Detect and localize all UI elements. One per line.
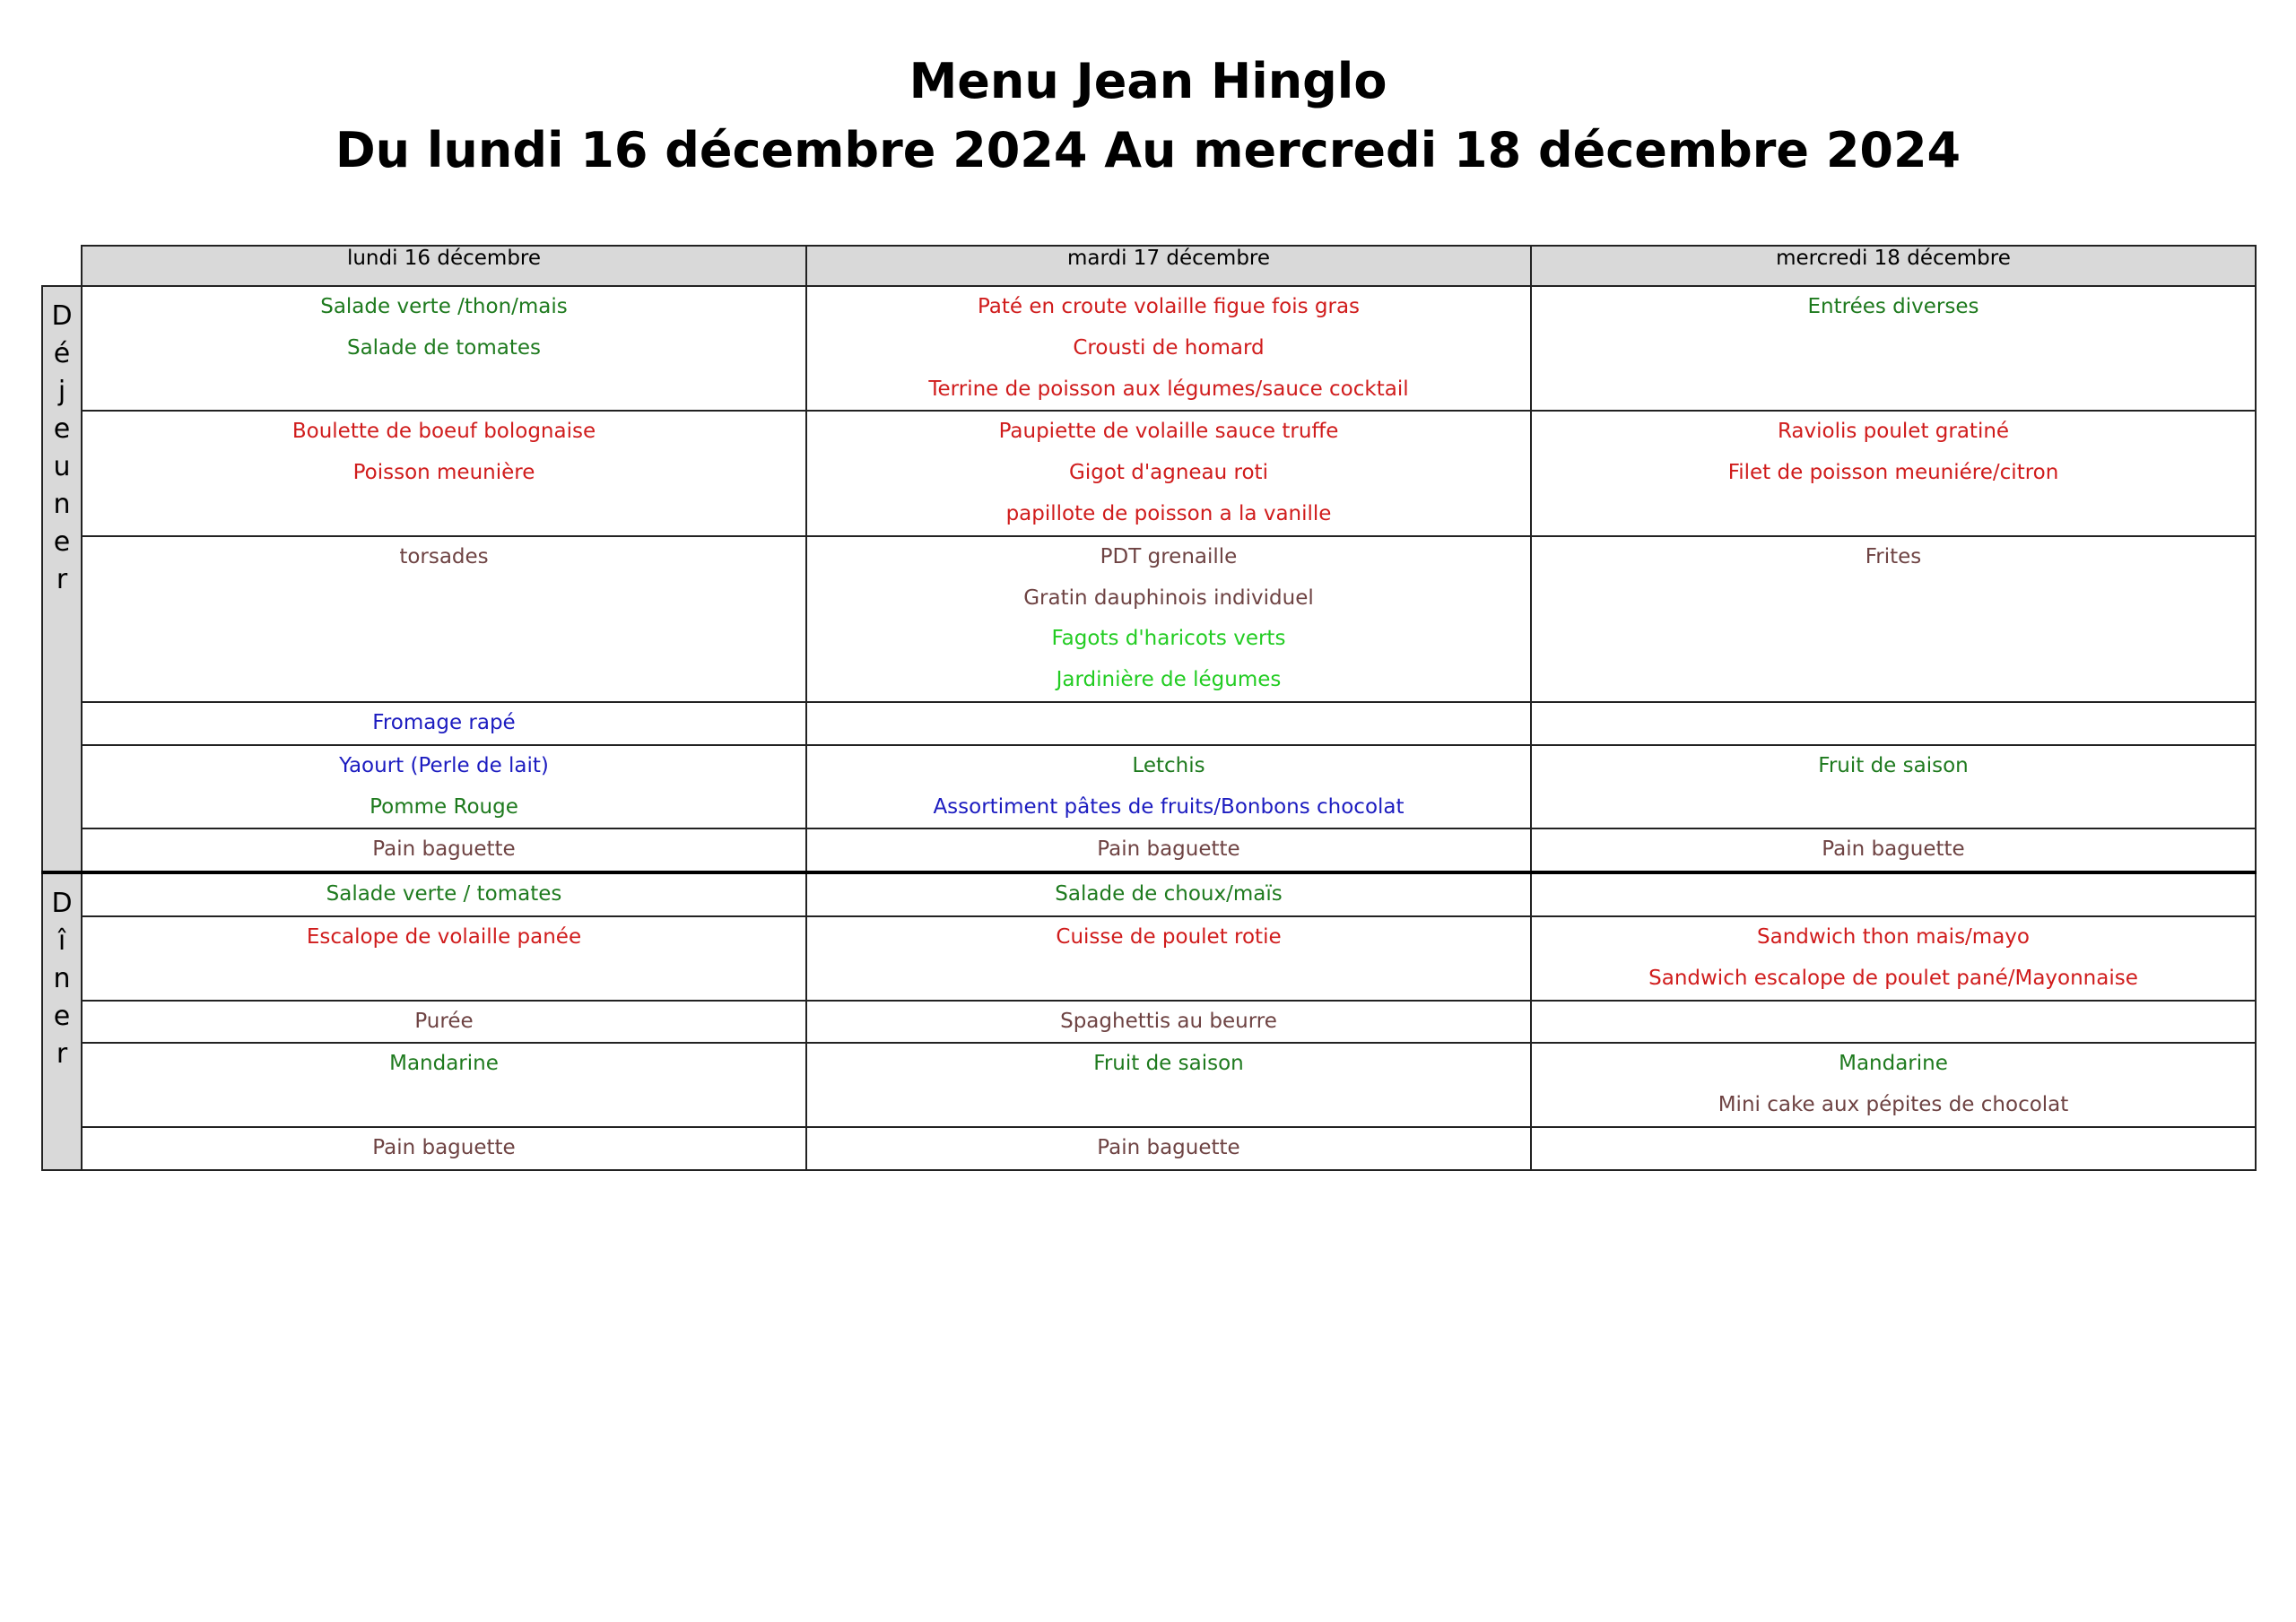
dish: Escalope de volaille panée [306,924,582,949]
menu-title: Menu Jean Hinglo [909,53,1387,109]
dish: Cuisse de poulet rotie [1056,924,1282,949]
menu-cell [806,1127,1531,1170]
meal-label-letter: e [53,413,71,445]
dish: Pain baguette [1097,1135,1240,1159]
menu-cell [806,702,1531,745]
empty-line [1532,619,2255,660]
menu-table [41,245,2257,1171]
dish: Assortiment pâtes de fruits/Bonbons chocolat [933,794,1405,819]
meal-label-letter: e [53,1001,71,1033]
dish: Gratin dauphinois individuel [1023,585,1314,610]
menu-cell [1531,1127,2256,1170]
dish: Crousti de homard [1073,335,1265,360]
dish: Fromage rapé [372,710,516,734]
meal-label-letter: n [53,963,71,995]
empty-line [1532,787,2255,828]
empty-line [1532,494,2255,535]
menu-body [42,286,2256,1170]
meal-label-letter: D [51,888,73,920]
meal-label [42,872,82,1170]
dish: torsades [399,544,489,568]
dish: Spaghettis au beurre [1060,1009,1277,1033]
menu-cell [82,1043,806,1127]
menu-cell [806,745,1531,829]
header-corner [42,246,82,286]
empty-line [83,619,805,660]
menu-row [42,745,2256,829]
menu-cell [806,872,1531,916]
menu-cell [1531,828,2256,872]
dish: Pomme Rouge [370,794,518,819]
menu-row [42,828,2256,872]
meal-label-letter: u [53,451,71,482]
empty-line [83,578,805,620]
dish: Pain baguette [372,837,516,862]
meal-label-letter: D [51,300,73,332]
menu-row [42,916,2256,1001]
meal-label [42,286,82,872]
empty-line [1532,1128,2255,1169]
dish: Raviolis poulet gratiné [1777,420,2010,444]
dish: Poisson meunière [352,461,535,485]
dish: Paupiette de volaille sauce truffe [998,420,1339,444]
meal-label-letter: é [53,338,71,369]
empty-line [1532,328,2255,369]
menu-cell [1531,536,2256,702]
dish: Pain baguette [1097,837,1240,862]
empty-line [83,660,805,701]
dish: Sandwich thon mais/mayo [1757,924,2030,949]
dish: Frites [1865,544,1922,568]
dish: Salade verte /thon/mais [320,295,568,318]
dish: Pain baguette [372,1135,516,1159]
menu-cell [1531,872,2256,916]
meal-label-letter: r [56,1038,68,1071]
dish: Salade de tomates [346,335,542,360]
empty-line [1532,660,2255,701]
dish: Yaourt (Perle de lait) [339,753,549,777]
date-range-title: Du lundi 16 décembre 2024 Au mercredi 18 décembre 2024 [335,122,1961,178]
dish: Paté en croute volaille figue fois gras [977,295,1361,318]
empty-line [1532,874,2255,915]
menu-cell [82,916,806,1001]
meal-label-letter: j [57,376,66,407]
menu-cell [82,872,806,916]
dish: Fagots d'haricots verts [1051,627,1286,651]
dish: Mini cake aux pépites de chocolat [1718,1093,2069,1117]
dish: Pain baguette [1822,837,1965,862]
menu-cell [806,286,1531,411]
menu-cell [82,745,806,829]
dish: Fruit de saison [1818,753,1969,777]
menu-cell [82,411,806,535]
dish: Mandarine [1839,1052,1948,1076]
menu-cell [82,286,806,411]
meal-label-letter: e [53,526,71,558]
menu-cell [1531,1001,2256,1044]
menu-row [42,286,2256,411]
menu-row [42,536,2256,702]
menu-cell [1531,1043,2256,1127]
meal-label-vertical-text [43,287,81,599]
dish: PDT grenaille [1100,544,1238,568]
meal-label-letter: r [56,564,68,595]
empty-line [807,703,1530,744]
dish: Salade verte / tomates [326,882,562,906]
menu-row [42,872,2256,916]
dish: Jardinière de légumes [1056,668,1282,692]
empty-line [1532,369,2255,411]
menu-cell [1531,702,2256,745]
dish: Salade de choux/maïs [1055,882,1283,906]
menu-cell [806,1001,1531,1044]
dish: Filet de poisson meuniére/citron [1727,461,2059,485]
empty-line [83,369,805,411]
meal-label-letter: î [57,925,66,958]
empty-line [83,958,805,1000]
menu-row [42,702,2256,745]
day-header: mardi 17 décembre [806,246,1531,286]
menu-cell [82,1127,806,1170]
menu-row [42,1043,2256,1127]
dish: Letchis [1132,753,1205,777]
empty-line [807,1085,1530,1126]
empty-line [1532,578,2255,620]
day-header: lundi 16 décembre [82,246,806,286]
menu-cell [82,828,806,872]
menu-cell [1531,411,2256,535]
dish: Sandwich escalope de poulet pané/Mayonnaise [1648,966,2138,990]
dish: Boulette de boeuf bolognaise [291,420,596,444]
dish: Mandarine [389,1052,499,1076]
empty-line [807,958,1530,1000]
day-header-row [42,246,2256,286]
meal-label-letter: n [53,489,71,520]
menu-cell [82,1001,806,1044]
empty-line [83,1085,805,1126]
menu-cell [806,411,1531,535]
empty-line [83,494,805,535]
empty-line [1532,1002,2255,1043]
menu-cell [1531,286,2256,411]
menu-cell [1531,916,2256,1001]
dish: papillote de poisson a la vanille [1005,501,1332,525]
menu-cell [806,916,1531,1001]
menu-cell [806,828,1531,872]
dish: Entrées diverses [1807,295,1979,318]
menu-cell [82,536,806,702]
dish: Fruit de saison [1093,1052,1244,1076]
menu-row [42,1001,2256,1044]
dish: Gigot d'agneau roti [1069,461,1268,485]
menu-cell [82,702,806,745]
menu-cell [806,536,1531,702]
menu-row [42,411,2256,535]
dish: Purée [414,1009,474,1033]
dish: Terrine de poisson aux légumes/sauce cocktail [928,377,1409,401]
menu-row [42,1127,2256,1170]
day-header: mercredi 18 décembre [1531,246,2256,286]
menu-cell [1531,745,2256,829]
meal-label-vertical-text [43,874,81,1073]
empty-line [1532,703,2255,744]
menu-cell [806,1043,1531,1127]
